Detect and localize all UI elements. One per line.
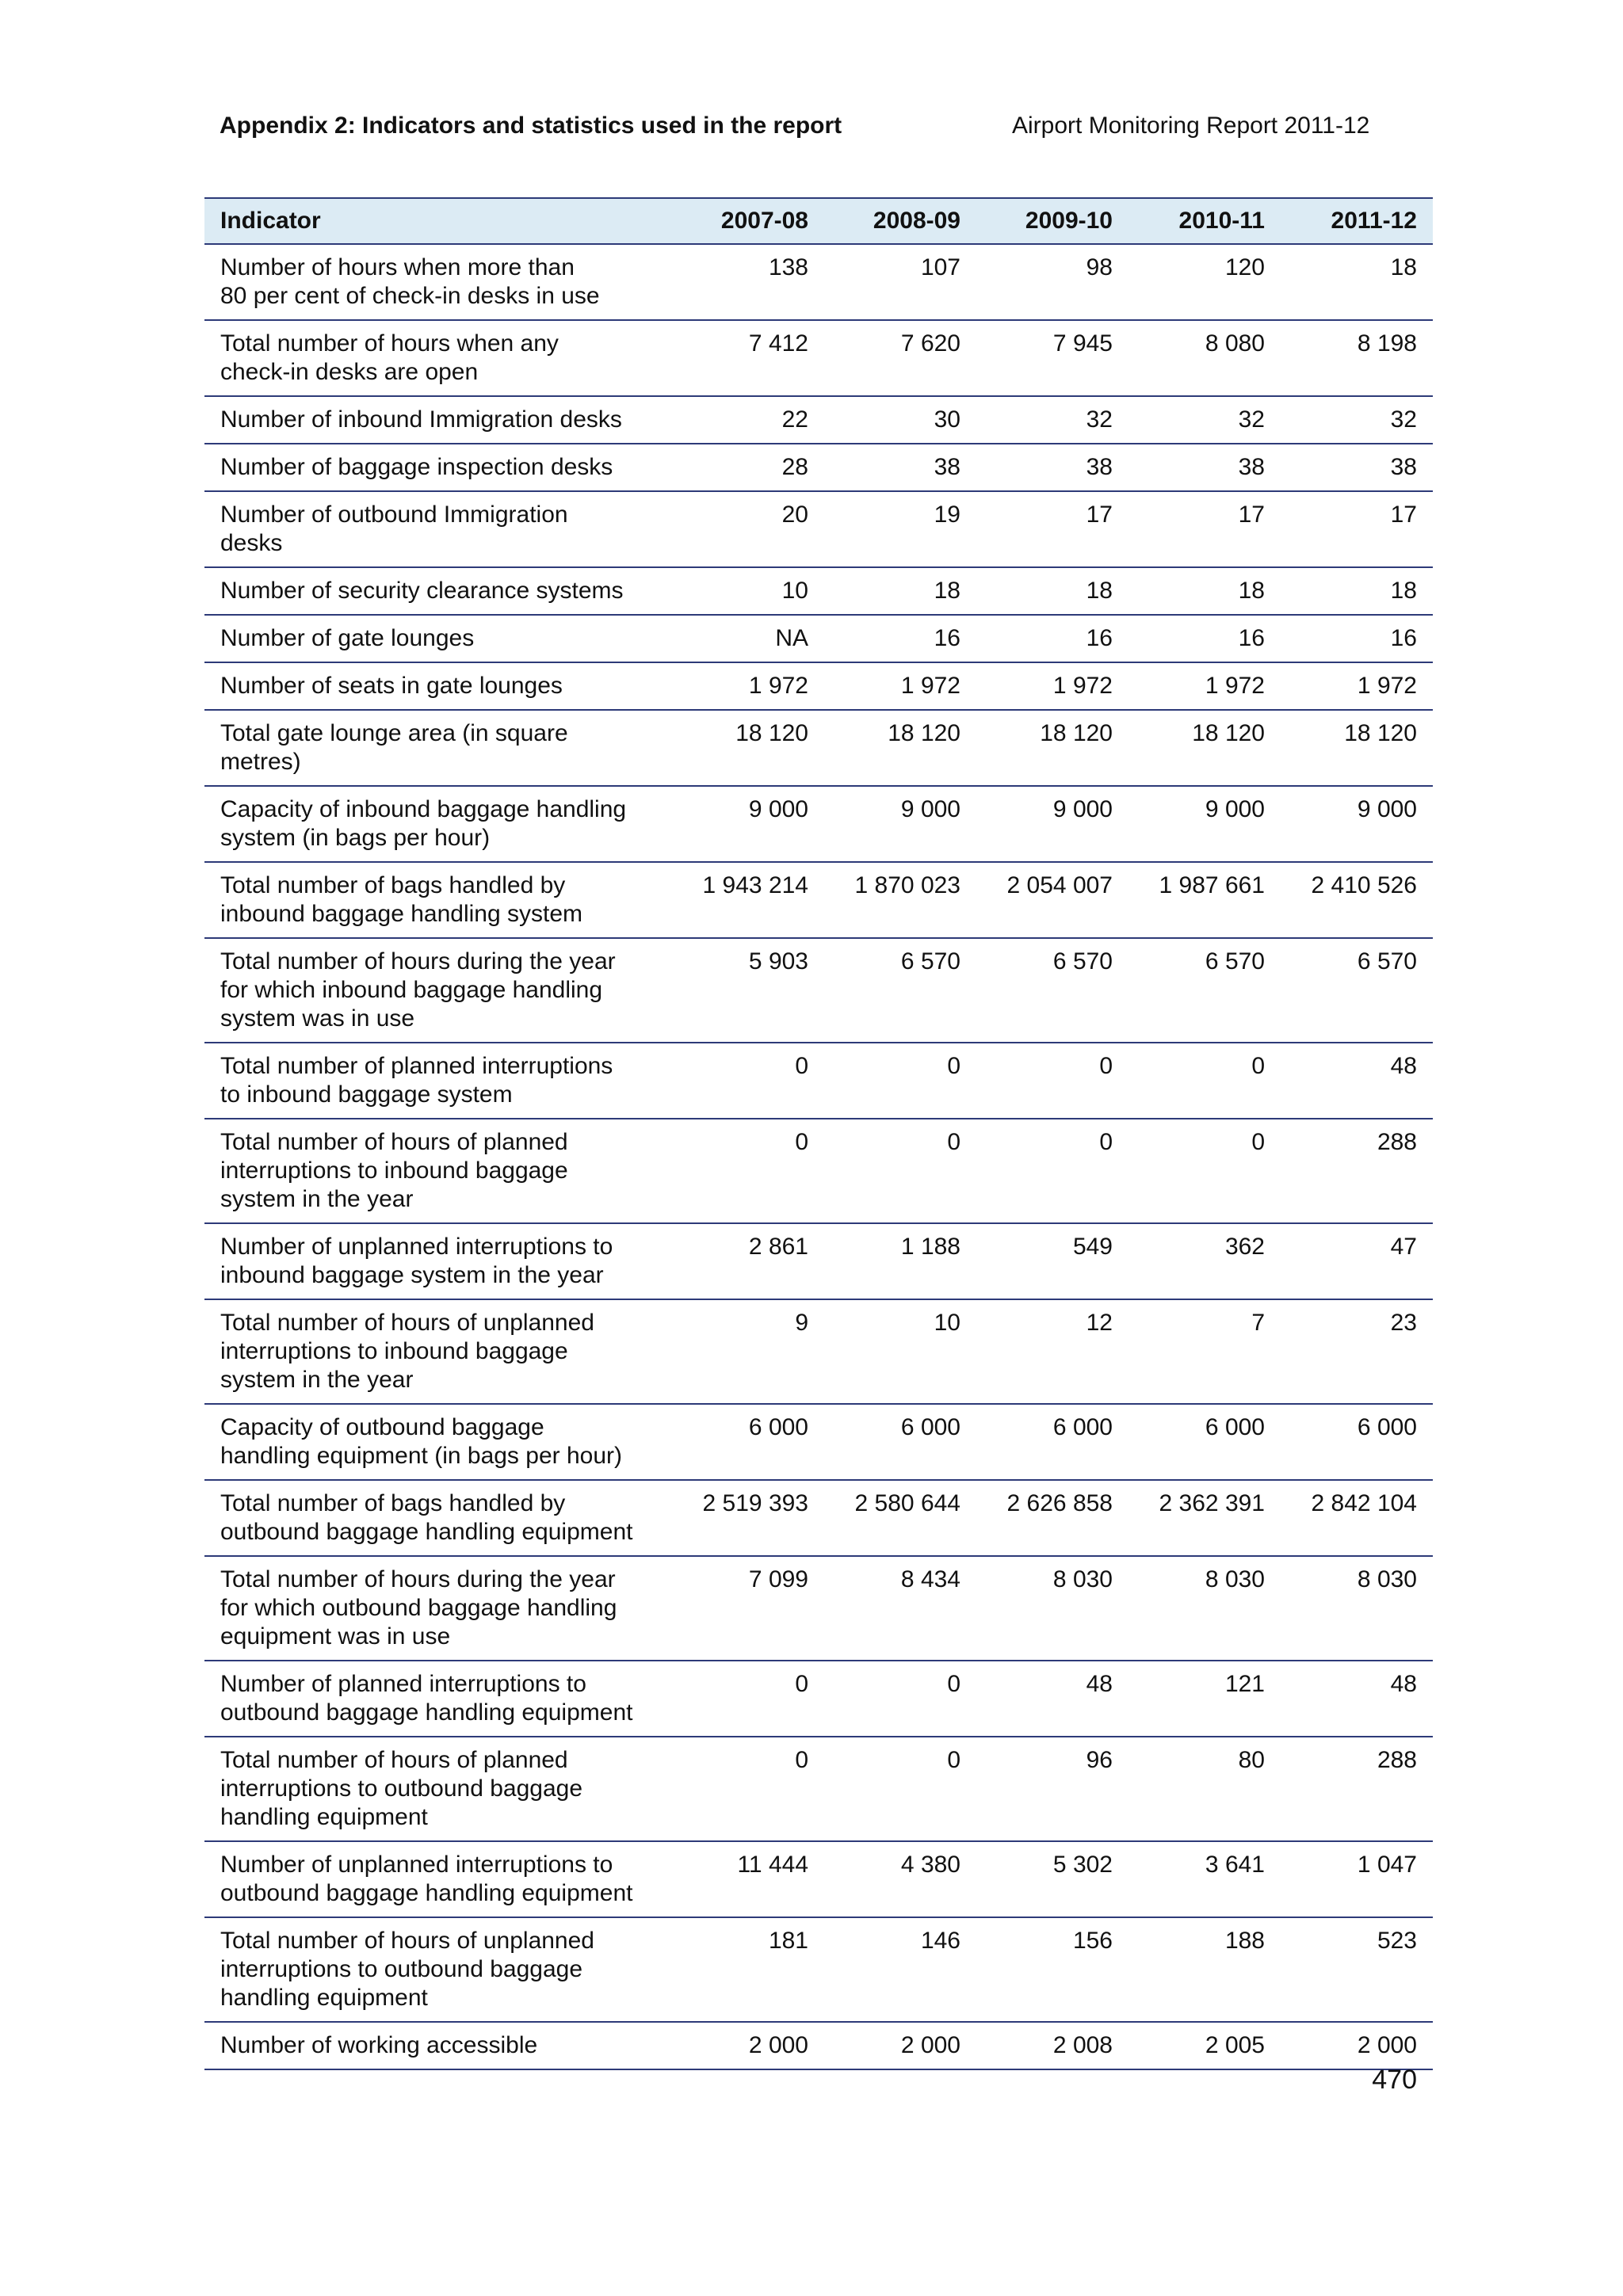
value-cell: 16	[976, 615, 1128, 662]
indicator-cell	[204, 1223, 672, 1299]
column-header-2011-12: 2011-12	[1281, 198, 1433, 244]
value-cell: 6 000	[976, 1404, 1128, 1480]
indicator-line: interruptions to outbound baggage	[220, 1956, 583, 1982]
indicator-cell	[204, 2022, 672, 2069]
value-cell: 1 972	[976, 662, 1128, 710]
value-cell: 18	[976, 567, 1128, 615]
value-cell: 22	[672, 396, 824, 444]
indicator-line: outbound baggage handling equipment	[220, 1880, 633, 1906]
value-cell: 1 987 661	[1128, 862, 1281, 938]
indicator-line: Total number of hours of unplanned	[220, 1310, 594, 1336]
value-cell: 1 972	[1128, 662, 1281, 710]
value-cell: 18	[1128, 567, 1281, 615]
value-cell: 28	[672, 444, 824, 491]
value-cell: 1 943 214	[672, 862, 824, 938]
value-cell: 0	[672, 1737, 824, 1841]
indicator-line: system in the year	[220, 1367, 414, 1393]
indicator-line: interruptions to outbound baggage	[220, 1775, 583, 1802]
value-cell: 1 870 023	[824, 862, 976, 938]
table-row	[204, 396, 1433, 444]
table-row	[204, 786, 1433, 862]
indicator-line: Total number of hours of planned	[220, 1129, 568, 1155]
indicator-line: interruptions to inbound baggage	[220, 1338, 568, 1364]
value-cell: 1 047	[1281, 1841, 1433, 1917]
indicator-cell	[204, 567, 672, 615]
indicator-line: outbound baggage handling equipment	[220, 1519, 633, 1545]
indicator-line: Number of working accessible	[220, 2032, 538, 2058]
value-cell: 362	[1128, 1223, 1281, 1299]
table-row	[204, 320, 1433, 396]
indicator-line: Number of security clearance systems	[220, 578, 624, 604]
value-cell: 10	[672, 567, 824, 615]
value-cell: 18	[824, 567, 976, 615]
value-cell: 2 626 858	[976, 1480, 1128, 1556]
value-cell: 9 000	[976, 786, 1128, 862]
value-cell: 47	[1281, 1223, 1433, 1299]
column-header-2007-08: 2007-08	[672, 198, 824, 244]
value-cell: 38	[976, 444, 1128, 491]
value-cell: 6 000	[1281, 1404, 1433, 1480]
table-row	[204, 615, 1433, 662]
value-cell: 6 570	[1281, 938, 1433, 1043]
indicator-line: system in the year	[220, 1186, 414, 1212]
indicator-cell	[204, 1043, 672, 1119]
indicator-cell	[204, 320, 672, 396]
value-cell: 16	[1128, 615, 1281, 662]
value-cell: 0	[1128, 1119, 1281, 1223]
value-cell: 7 945	[976, 320, 1128, 396]
value-cell: 6 000	[824, 1404, 976, 1480]
table-body	[204, 244, 1433, 2069]
value-cell: 2 005	[1128, 2022, 1281, 2069]
value-cell: 288	[1281, 1119, 1433, 1223]
value-cell: 38	[1281, 444, 1433, 491]
value-cell: 48	[1281, 1661, 1433, 1737]
table-row	[204, 2022, 1433, 2069]
indicator-cell	[204, 1480, 672, 1556]
value-cell: 138	[672, 244, 824, 320]
value-cell: 1 972	[824, 662, 976, 710]
value-cell: NA	[672, 615, 824, 662]
value-cell: 16	[1281, 615, 1433, 662]
indicator-line: Number of hours when more than	[220, 254, 575, 280]
value-cell: 9 000	[1281, 786, 1433, 862]
indicator-line: Number of outbound Immigration	[220, 502, 568, 528]
column-header-2008-09: 2008-09	[824, 198, 976, 244]
indicator-table-container	[204, 197, 1433, 2070]
value-cell: 1 972	[1281, 662, 1433, 710]
table-row	[204, 491, 1433, 567]
value-cell: 2 410 526	[1281, 862, 1433, 938]
value-cell: 156	[976, 1917, 1128, 2022]
column-header-2009-10: 2009-10	[976, 198, 1128, 244]
value-cell: 18 120	[672, 710, 824, 786]
indicator-cell	[204, 1404, 672, 1480]
value-cell: 8 080	[1128, 320, 1281, 396]
indicator-line: handling equipment	[220, 1985, 428, 2011]
indicator-line: desks	[220, 530, 283, 556]
indicator-line: Total number of hours when any	[220, 330, 559, 357]
value-cell: 23	[1281, 1299, 1433, 1404]
indicator-line: metres)	[220, 749, 301, 775]
indicator-line: inbound baggage handling system	[220, 901, 583, 927]
value-cell: 0	[824, 1661, 976, 1737]
value-cell: 2 861	[672, 1223, 824, 1299]
indicator-cell	[204, 491, 672, 567]
value-cell: 181	[672, 1917, 824, 2022]
indicator-line: Total number of hours during the year	[220, 1566, 616, 1592]
value-cell: 4 380	[824, 1841, 976, 1917]
indicator-line: 80 per cent of check-in desks in use	[220, 283, 600, 309]
indicator-line: Number of inbound Immigration desks	[220, 406, 622, 433]
value-cell: 2 000	[824, 2022, 976, 2069]
value-cell: 8 030	[1281, 1556, 1433, 1661]
indicator-line: Total number of hours of unplanned	[220, 1928, 594, 1954]
indicator-line: Capacity of outbound baggage	[220, 1414, 544, 1440]
value-cell: 48	[1281, 1043, 1433, 1119]
value-cell: 8 030	[976, 1556, 1128, 1661]
value-cell: 6 570	[824, 938, 976, 1043]
value-cell: 9 000	[1128, 786, 1281, 862]
value-cell: 2 000	[672, 2022, 824, 2069]
value-cell: 6 000	[1128, 1404, 1281, 1480]
value-cell: 20	[672, 491, 824, 567]
value-cell: 0	[1128, 1043, 1281, 1119]
value-cell: 9 000	[824, 786, 976, 862]
table-row	[204, 1556, 1433, 1661]
indicator-line: Number of gate lounges	[220, 625, 475, 651]
indicator-line: Number of unplanned interruptions to	[220, 1234, 613, 1260]
table-row	[204, 1119, 1433, 1223]
indicator-line: Number of seats in gate lounges	[220, 673, 563, 699]
indicator-line: handling equipment	[220, 1804, 428, 1830]
column-header-indicator: Indicator	[204, 198, 672, 244]
table-row	[204, 244, 1433, 320]
value-cell: 2 000	[1281, 2022, 1433, 2069]
indicator-cell	[204, 244, 672, 320]
table-row	[204, 862, 1433, 938]
table-row	[204, 1661, 1433, 1737]
indicator-line: to inbound baggage system	[220, 1081, 513, 1108]
value-cell: 0	[672, 1661, 824, 1737]
value-cell: 288	[1281, 1737, 1433, 1841]
value-cell: 38	[1128, 444, 1281, 491]
value-cell: 2 362 391	[1128, 1480, 1281, 1556]
indicator-line: for which outbound baggage handling	[220, 1595, 617, 1621]
page-header	[220, 113, 1392, 147]
indicator-line: Number of planned interruptions to	[220, 1671, 586, 1697]
report-title: Airport Monitoring Report 2011-12	[1012, 113, 1370, 139]
table-row	[204, 1480, 1433, 1556]
value-cell: 5 302	[976, 1841, 1128, 1917]
value-cell: 18 120	[1281, 710, 1433, 786]
value-cell: 9 000	[672, 786, 824, 862]
indicator-line: Total number of planned interruptions	[220, 1053, 613, 1079]
value-cell: 19	[824, 491, 976, 567]
indicator-cell	[204, 1556, 672, 1661]
indicator-cell	[204, 615, 672, 662]
value-cell: 0	[976, 1043, 1128, 1119]
value-cell: 0	[672, 1043, 824, 1119]
indicator-line: Number of baggage inspection desks	[220, 454, 613, 480]
indicator-cell	[204, 1299, 672, 1404]
value-cell: 18	[1281, 244, 1433, 320]
indicator-cell	[204, 786, 672, 862]
indicator-cell	[204, 938, 672, 1043]
value-cell: 48	[976, 1661, 1128, 1737]
value-cell: 0	[672, 1119, 824, 1223]
indicator-cell	[204, 1841, 672, 1917]
header-row	[204, 198, 1433, 244]
value-cell: 6 570	[1128, 938, 1281, 1043]
value-cell: 17	[976, 491, 1128, 567]
table-row	[204, 1299, 1433, 1404]
value-cell: 8 198	[1281, 320, 1433, 396]
value-cell: 80	[1128, 1737, 1281, 1841]
indicator-line: handling equipment (in bags per hour)	[220, 1443, 622, 1469]
value-cell: 2 580 644	[824, 1480, 976, 1556]
value-cell: 17	[1128, 491, 1281, 567]
value-cell: 18	[1281, 567, 1433, 615]
table-row	[204, 1917, 1433, 2022]
value-cell: 2 054 007	[976, 862, 1128, 938]
value-cell: 10	[824, 1299, 976, 1404]
table-row	[204, 567, 1433, 615]
value-cell: 6 570	[976, 938, 1128, 1043]
value-cell: 32	[976, 396, 1128, 444]
table-row	[204, 938, 1433, 1043]
value-cell: 16	[824, 615, 976, 662]
value-cell: 7 099	[672, 1556, 824, 1661]
value-cell: 9	[672, 1299, 824, 1404]
indicator-cell	[204, 396, 672, 444]
value-cell: 18 120	[1128, 710, 1281, 786]
table-row	[204, 444, 1433, 491]
value-cell: 32	[1128, 396, 1281, 444]
value-cell: 549	[976, 1223, 1128, 1299]
value-cell: 0	[824, 1737, 976, 1841]
value-cell: 18 120	[976, 710, 1128, 786]
indicator-line: system (in bags per hour)	[220, 825, 491, 851]
value-cell: 8 434	[824, 1556, 976, 1661]
indicator-line: check-in desks are open	[220, 359, 479, 385]
indicator-cell	[204, 1917, 672, 2022]
indicator-cell	[204, 1661, 672, 1737]
indicator-line: Total number of hours of planned	[220, 1747, 568, 1773]
value-cell: 18 120	[824, 710, 976, 786]
indicator-table	[204, 197, 1433, 2070]
value-cell: 98	[976, 244, 1128, 320]
table-row	[204, 1043, 1433, 1119]
indicator-line: for which inbound baggage handling	[220, 977, 603, 1003]
value-cell: 121	[1128, 1661, 1281, 1737]
indicator-line: inbound baggage system in the year	[220, 1262, 604, 1288]
table-row	[204, 1841, 1433, 1917]
indicator-line: system was in use	[220, 1005, 415, 1032]
page-number: 470	[1372, 2065, 1417, 2095]
value-cell: 5 903	[672, 938, 824, 1043]
indicator-cell	[204, 1119, 672, 1223]
value-cell: 30	[824, 396, 976, 444]
value-cell: 0	[824, 1043, 976, 1119]
indicator-line: Number of unplanned interruptions to	[220, 1852, 613, 1878]
indicator-line: outbound baggage handling equipment	[220, 1699, 633, 1726]
value-cell: 2 008	[976, 2022, 1128, 2069]
indicator-line: equipment was in use	[220, 1623, 451, 1650]
value-cell: 2 519 393	[672, 1480, 824, 1556]
value-cell: 38	[824, 444, 976, 491]
indicator-cell	[204, 710, 672, 786]
indicator-cell	[204, 862, 672, 938]
table-row	[204, 1737, 1433, 1841]
value-cell: 17	[1281, 491, 1433, 567]
value-cell: 0	[976, 1119, 1128, 1223]
table-row	[204, 1223, 1433, 1299]
value-cell: 11 444	[672, 1841, 824, 1917]
value-cell: 8 030	[1128, 1556, 1281, 1661]
table-row	[204, 1404, 1433, 1480]
value-cell: 3 641	[1128, 1841, 1281, 1917]
indicator-line: Total number of bags handled by	[220, 1490, 566, 1516]
table-row	[204, 710, 1433, 786]
indicator-line: interruptions to inbound baggage	[220, 1158, 568, 1184]
table-header	[204, 198, 1433, 244]
indicator-line: Total number of bags handled by	[220, 872, 566, 898]
indicator-line: Capacity of inbound baggage handling	[220, 796, 627, 822]
value-cell: 0	[824, 1119, 976, 1223]
value-cell: 7 620	[824, 320, 976, 396]
value-cell: 12	[976, 1299, 1128, 1404]
value-cell: 7	[1128, 1299, 1281, 1404]
value-cell: 6 000	[672, 1404, 824, 1480]
table-row	[204, 662, 1433, 710]
value-cell: 120	[1128, 244, 1281, 320]
indicator-cell	[204, 444, 672, 491]
value-cell: 1 972	[672, 662, 824, 710]
indicator-line: Total gate lounge area (in square	[220, 720, 568, 746]
value-cell: 146	[824, 1917, 976, 2022]
indicator-cell	[204, 1737, 672, 1841]
value-cell: 2 842 104	[1281, 1480, 1433, 1556]
indicator-cell	[204, 662, 672, 710]
value-cell: 188	[1128, 1917, 1281, 2022]
column-header-2010-11: 2010-11	[1128, 198, 1281, 244]
section-title: Appendix 2: Indicators and statistics used in the report	[220, 113, 842, 139]
value-cell: 7 412	[672, 320, 824, 396]
value-cell: 96	[976, 1737, 1128, 1841]
value-cell: 1 188	[824, 1223, 976, 1299]
value-cell: 32	[1281, 396, 1433, 444]
value-cell: 523	[1281, 1917, 1433, 2022]
value-cell: 107	[824, 244, 976, 320]
indicator-line: Total number of hours during the year	[220, 948, 616, 974]
